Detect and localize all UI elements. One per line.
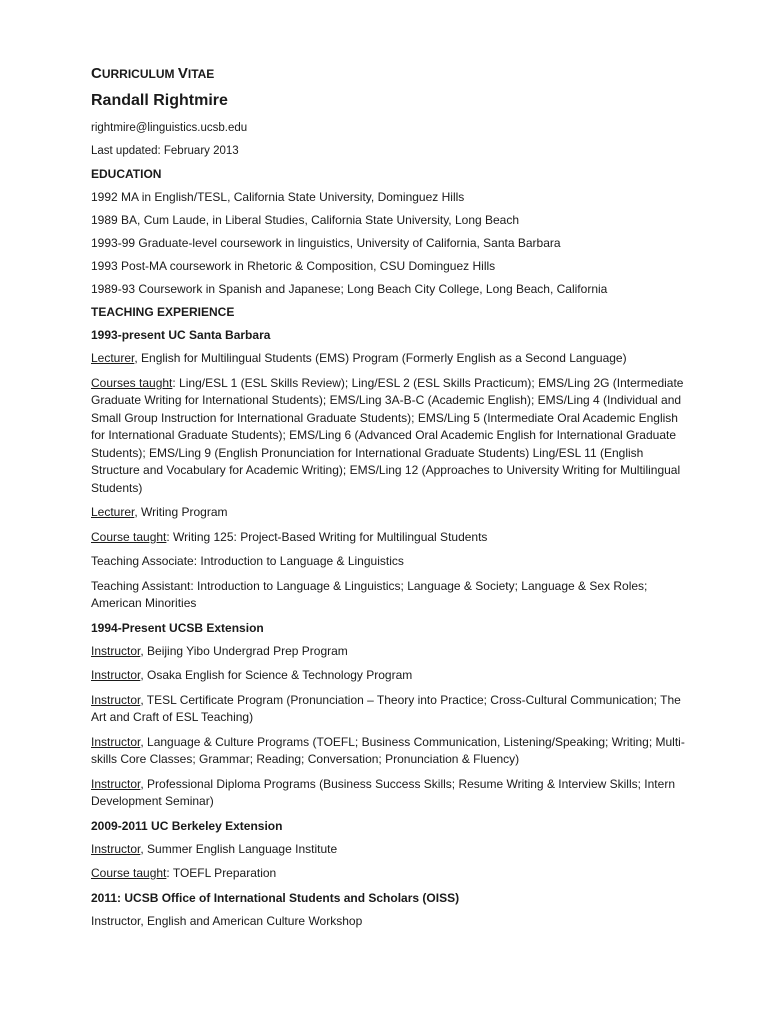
role-label: Instructor [91,841,141,856]
role-label: Instructor [91,643,141,658]
extension-item [91,667,691,685]
berkeley-instructor [91,841,691,859]
education-item: 1989-93 Coursework in Spanish and Japanese; Long Beach City College, Long Beach, California [91,282,608,296]
teaching-assistant: Teaching Assistant: Introduction to Language & Linguistics; Language & Society; Language & Sex Roles; American Minorities [91,578,648,610]
email: rightmire@linguistics.ucsb.edu [91,122,248,134]
role-text: , Beijing Yibo Undergrad Prep Program [140,643,348,658]
course-text: : Writing 125: Project-Based Writing for Multilingual Students [166,529,488,544]
lecturer-writing [91,504,691,522]
role-label: Instructor [91,668,141,682]
role-label: Lecturer [91,351,135,365]
role-text: , Osaka English for Science & Technology Program [140,668,413,682]
berkeley-heading: 2009-2011 UC Berkeley Extension [91,818,283,833]
person-name: Randall Rightmire [91,92,228,109]
role-label: Lecturer [91,505,135,519]
education-item: 1993-99 Graduate-level coursework in linguistics, University of California, Santa Barbara [91,236,561,250]
role-text: , TESL Certificate Program (Pronunciation – Theory into Practice; Cross-Cultural Communication; The Art and Craft of ESL Teaching) [91,692,681,724]
title-letter: V [177,65,188,82]
teaching-heading: TEACHING EXPERIENCE [91,305,235,319]
course-label: Course taught [91,529,167,544]
courses-label: Courses taught [91,375,173,390]
extension-item [91,776,691,811]
role-text: , Writing Program [134,505,228,519]
last-updated: Last updated: February 2013 [91,145,239,157]
extension-item [91,692,691,727]
oiss-item: Instructor, English and American Culture Workshop [91,913,363,928]
title-part: URRICULUM [101,67,178,81]
berkeley-course [91,865,691,883]
ucsb-heading: 1993-present UC Santa Barbara [91,328,271,342]
role-text: , Language & Culture Programs (TOEFL; Business Communication, Listening/Speaking; Writing; Multi-skills Core Classes; Grammar; Reading; Conversation; Pronunciation & Fluency) [91,734,685,766]
education-heading: EDUCATION [91,167,162,181]
courses-taught [91,375,691,498]
cv-content [91,64,691,937]
extension-heading: 1994-Present UCSB Extension [91,620,264,635]
lecturer-ems [91,350,691,368]
document-title [91,64,691,84]
role-text: , Professional Diploma Programs (Business Success Skills; Resume Writing & Interview Skills; Intern Development Seminar) [91,776,675,808]
teaching-associate: Teaching Associate: Introduction to Language & Linguistics [91,554,404,568]
title-part: ITAE [187,67,215,81]
title-letter: C [91,65,102,82]
education-item: 1993 Post-MA coursework in Rhetoric & Composition, CSU Dominguez Hills [91,259,496,273]
course-label: Course taught [91,866,167,880]
extension-item [91,643,691,661]
role-text: , Summer English Language Institute [140,841,338,856]
extension-item [91,734,691,769]
role-label: Instructor [91,692,141,707]
course-text: : TOEFL Preparation [166,866,277,880]
oiss-heading: 2011: UCSB Office of International Students and Scholars (OISS) [91,890,460,905]
role-label: Instructor [91,734,141,749]
role-text: , English for Multilingual Students (EMS) Program (Formerly English as a Second Language) [134,351,627,365]
education-item: 1992 MA in English/TESL, California State University, Dominguez Hills [91,190,465,204]
education-item: 1989 BA, Cum Laude, in Liberal Studies, California State University, Long Beach [91,213,520,227]
courses-text: : Ling/ESL 1 (ESL Skills Review); Ling/ESL 2 (ESL Skills Practicum); EMS/Ling 2G (Intermediate Graduate Writing for International Students); EMS/Ling 3A-B-C (Academic English); EMS/Ling 4 (Individual and Small Group Instruction for International Graduate Students); EMS/Ling 5 (Intermediate Oral Academic English for International Graduate Students); EMS/Ling 6 (Advanced Oral Academic English for International Graduate Students); EMS/Ling 9 (English Pronunciation for International Graduate Students) Ling/ESL 11 (English Structure and Vocabulary for Academic Writing); EMS/Ling 12 (Approaches to University Writing for Multilingual Students) [91,375,684,495]
course-taught-writing [91,529,691,547]
role-label: Instructor [91,776,141,791]
